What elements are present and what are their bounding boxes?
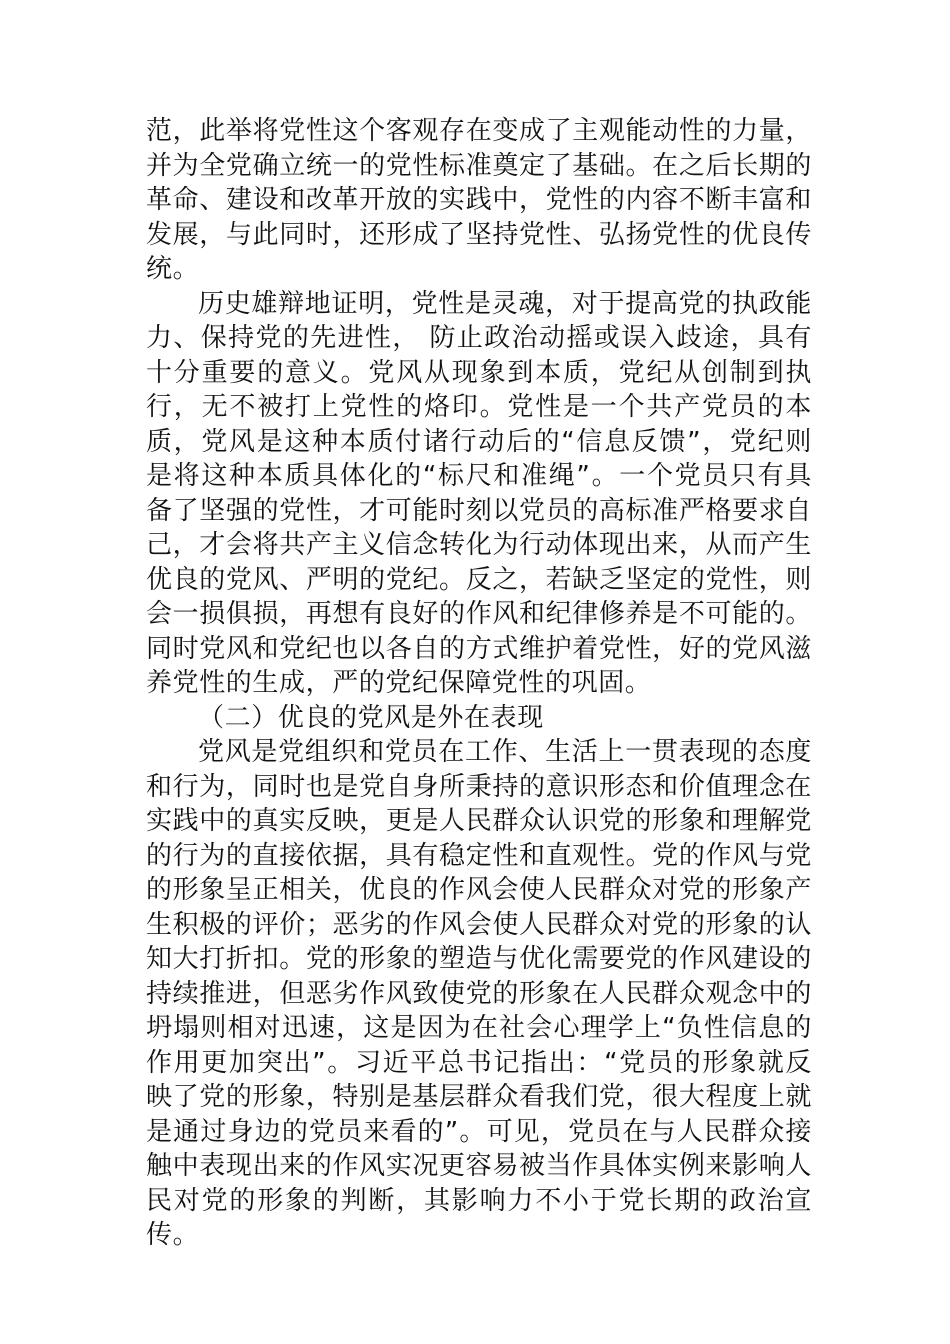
section-subheading: （二）优良的党风是外在表现 <box>198 702 544 733</box>
paragraph-party-spirit-significance: 历史雄辩地证明，党性是灵魂，对于提高党的执政能力、保持党的先进性， 防止政治动摇或误入歧途，具有十分重要的意义。党风从现象到本质，党纪从创制到执行，无不被打上党性的烙印。党性是一个共产党员的本质，党风是这种本质付诸行动后的“信息反馈”，党纪则是将这种本质具体化的“标尺和准绳”。一个党员只有具备了坚强的党性，才可能时刻以党员的高标准严格要求自己，才会将共产主义信念转化为行动体现出来，从而产生优良的党风、严明的党纪。反之，若缺乏坚定的党性，则会一损俱损，再想有良好的作风和纪律修养是不可能的。同时党风和党纪也以各自的方式维护着党性，好的党风滋养党性的生成，严的党纪保障党性的巩固。 <box>146 288 812 698</box>
paragraph-continuation: 范，此举将党性这个客观存在变成了主观能动性的力量，并为全党确立统一的党性标准奠定了基础。在之后长期的革命、建设和改革开放的实践中，党性的内容不断丰富和发展，与此同时，还形成了坚持党性、弘扬党性的优良传统。 <box>146 116 812 284</box>
paragraph-party-style: 党风是党组织和党员在工作、生活上一贯表现的态度和行为，同时也是党自身所秉持的意识形态和价值理念在实践中的真实反映，更是人民群众认识党的形象和理解党的行为的直接依据，具有稳定性和直观性。党的作风与党的形象呈正相关，优良的作风会使人民群众对党的形象产生积极的评价；恶劣的作风会使人民群众对党的形象的认知大打折扣。党的形象的塑造与优化需要党的作风建设的持续推进，但恶劣作风致使党的形象在人民群众观念中的坍塌则相对迅速，这是因为在社会心理学上“负性信息的作用更加突出”。习近平总书记指出：“党员的形象就反映了党的形象，特别是基层群众看我们党，很大程度上就是通过身边的党员来看的”。可见，党员在与人民群众接触中表现出来的作风实况更容易被当作具体实例来影响人民对党的形象的判断，其影响力不小于党长期的政治宣传。 <box>146 737 812 1250</box>
document-body <box>146 114 812 1253</box>
